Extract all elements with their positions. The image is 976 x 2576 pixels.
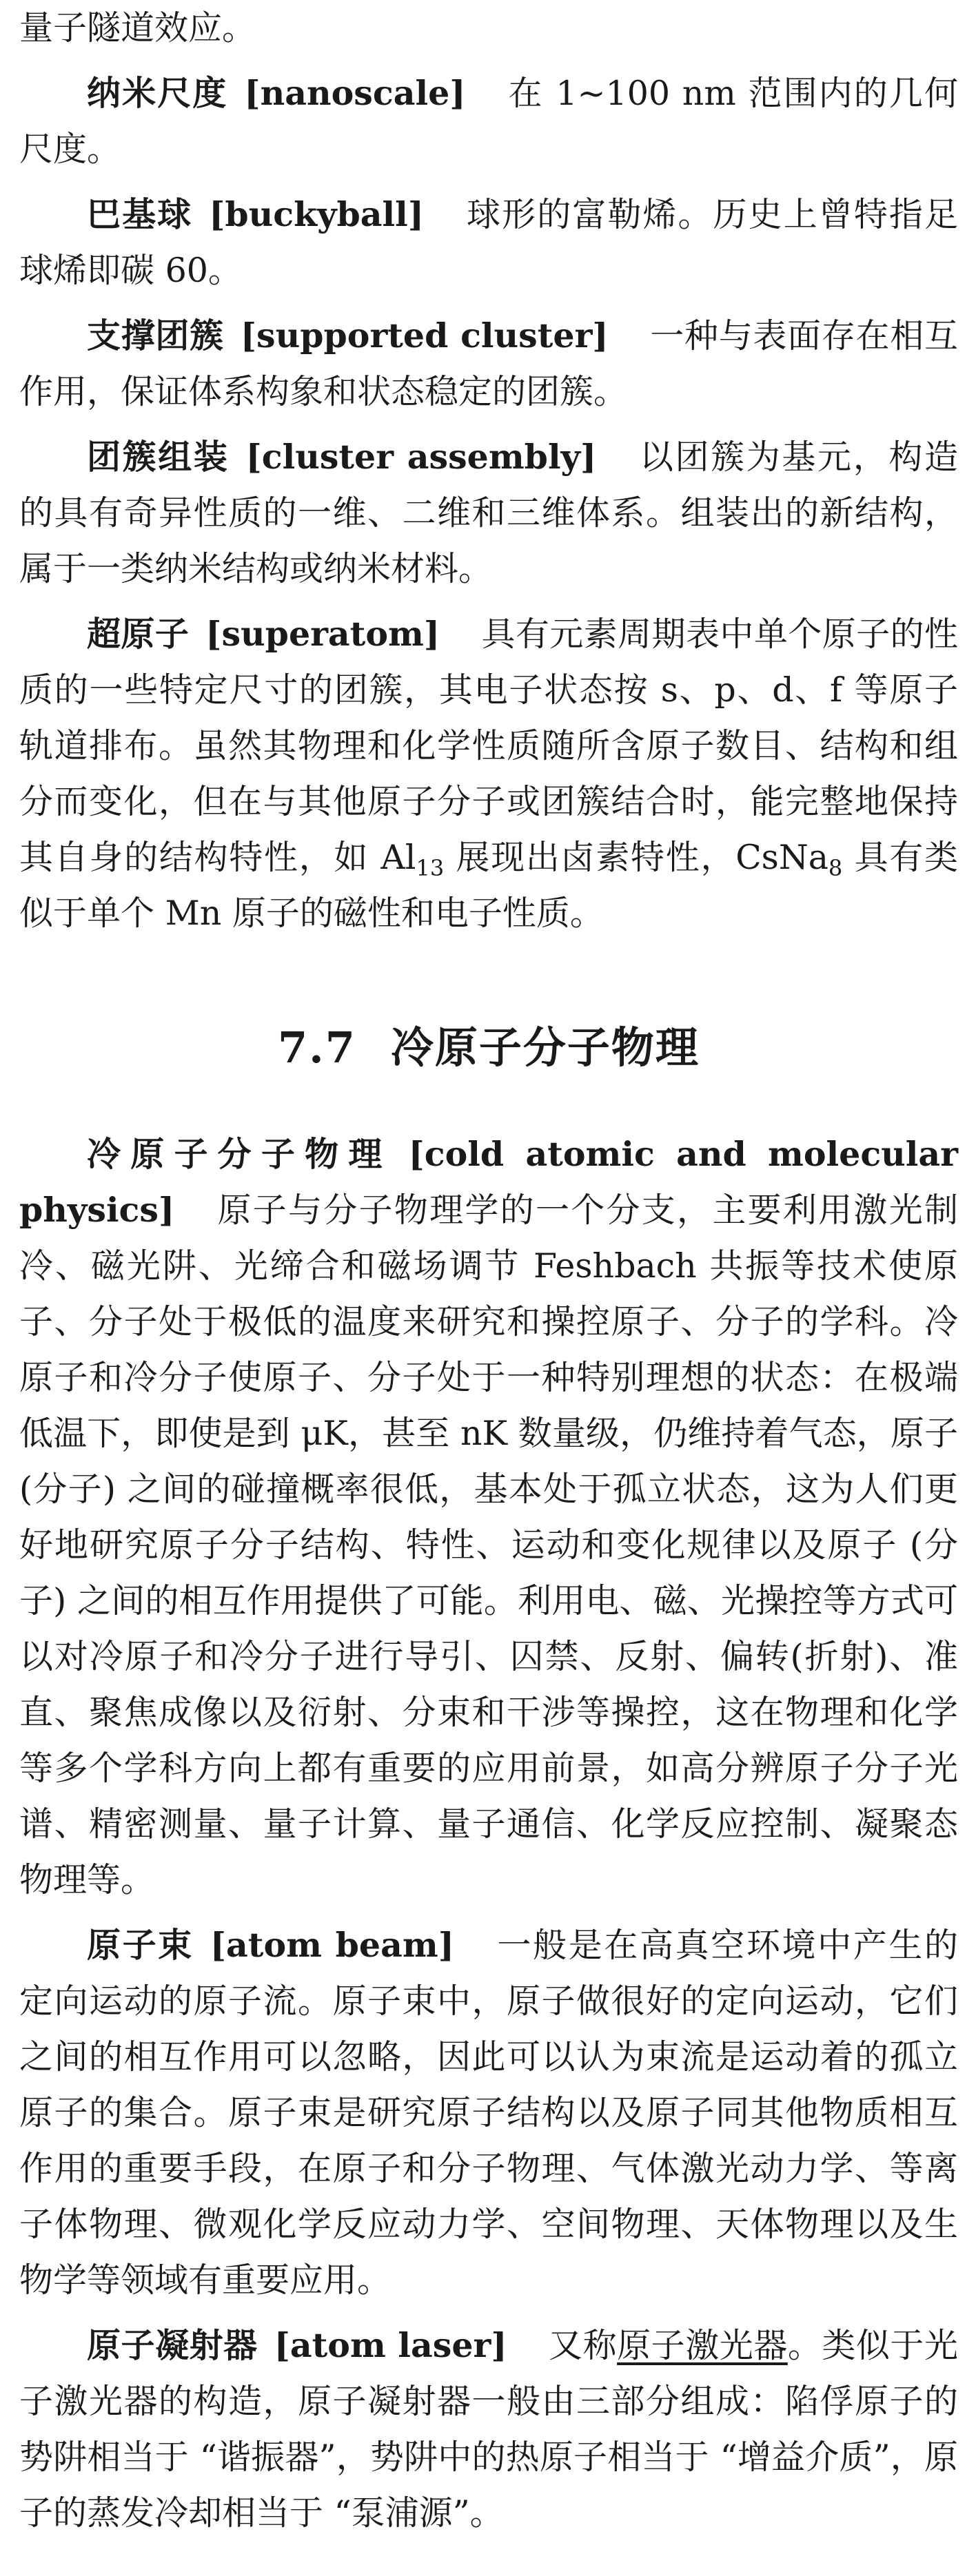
- section-number: 7.7: [278, 1022, 356, 1073]
- term-definition: 在 1~100 nm 范围内的几何尺度。: [19, 74, 958, 169]
- term-english: [superatom]: [205, 614, 440, 654]
- term-definition: 原子与分子物理学的一个分支，主要利用激光制冷、磁光阱、光缔合和磁场调节 Feshbach 共振等技术使原子、分子处于极低的温度来研究和操控原子、分子的学科。冷原子和冷分子使原子、分子处于一种特别理想的状态：在极端低温下，即使是到 μK，甚至 nK 数量级，仍维持着气态，原子 (分子) 之间的碰撞概率很低，基本处于孤立状态，这为人们更好地研究原子分子结构、特性、运动和变化规律以及原子 (分子) 之间的相互作用提供了可能。利用电、磁、光操控等方式可以对冷原子和冷分子进行导引、囚禁、反射、偏转(折射)、准直、聚焦成像以及衍射、分束和干涉等操控，这在物理和化学等多个学科方向上都有重要的应用前景，如高分辨原子分子光谱、精密测量、量子计算、量子通信、化学反应控制、凝聚态物理等。: [19, 1191, 958, 1899]
- section-heading: [19, 1013, 958, 1082]
- term-name: 巴基球: [87, 195, 193, 234]
- continuation-text: 量子隧道效应。: [19, 8, 256, 48]
- term-english: [buckyball]: [209, 194, 424, 234]
- term-name: 原子凝射器: [87, 2326, 258, 2365]
- term-definition-cont: 具有类似于单个 Mn 原子的磁性和电子性质。: [19, 838, 958, 933]
- entry-nanoscale: [19, 65, 958, 177]
- section-title: 冷原子分子物理: [390, 1022, 700, 1073]
- entry-buckyball: [19, 187, 958, 298]
- term-definition: 一种与表面存在相互作用，保证体系构象和状态稳定的团簇。: [19, 316, 958, 411]
- term-definition-cont: 展现出卤素特性，CsNa: [444, 838, 828, 877]
- entry-cluster-assembly: [19, 429, 958, 597]
- term-english: [supported cluster]: [240, 316, 609, 356]
- term-name: 超原子: [87, 615, 190, 654]
- term-definition: 又称: [548, 2326, 618, 2365]
- subscript: 13: [416, 855, 445, 881]
- entry-cold-atomic-physics: [19, 1126, 958, 1908]
- term-definition: 以团簇为基元，构造的具有奇异性质的一维、二维和三维体系。组装出的新结构，属于一类纳米结构或纳米材料。: [19, 437, 958, 588]
- term-english: [cluster assembly]: [245, 437, 597, 477]
- term-name: 纳米尺度: [87, 74, 228, 113]
- subscript: 8: [828, 855, 843, 881]
- entry-atom-laser: [19, 2318, 958, 2541]
- term-definition-cont: 。类似于光子激光器的构造，原子凝射器一般由三部分组成：陷俘原子的势阱相当于 “谐振器”，势阱中的热原子相当于 “增益介质”，原子的蒸发冷却相当于 “泵浦源”。: [19, 2326, 958, 2533]
- term-english: [cold atomic and molecular physics]: [19, 1134, 958, 1230]
- entry-superatom: [19, 606, 958, 941]
- term-english: [nanoscale]: [244, 73, 466, 113]
- term-name: 团簇组装: [87, 437, 230, 477]
- term-definition: 一般是在高真空环境中产生的定向运动的原子流。原子束中，原子做很好的定向运动，它们之间的相互作用可以忽略，因此可以认为束流是运动着的孤立原子的集合。原子束是研究原子结构以及原子同其他物质相互作用的重要手段，在原子和分子物理、气体激光动力学、等离子体物理、微观化学反应动力学、空间物理、天体物理以及生物学等领域有重要应用。: [19, 1926, 958, 2300]
- term-name: 原子束: [87, 1926, 194, 1965]
- entry-supported-cluster: [19, 308, 958, 420]
- cross-reference-link[interactable]: 原子激光器: [617, 2326, 788, 2365]
- term-name: 支撑团簇: [87, 316, 224, 356]
- term-definition: 球形的富勒烯。历史上曾特指足球烯即碳 60。: [19, 195, 958, 290]
- term-name: 冷原子分子物理: [87, 1135, 392, 1174]
- term-english: [atom laser]: [274, 2325, 507, 2365]
- term-definition: 具有元素周期表中单个原子的性质的一些特定尺寸的团簇，其电子状态按 s、p、d、f 等原子轨道排布。虽然其物理和化学性质随所含原子数目、结构和组分而变化，但在与其他原子分子或团簇结合时，能完整地保持其自身的结构特性，如 Al: [19, 615, 958, 877]
- document-page: [19, 0, 958, 2541]
- entry-atom-beam: [19, 1917, 958, 2308]
- term-english: [atom beam]: [210, 1925, 454, 1965]
